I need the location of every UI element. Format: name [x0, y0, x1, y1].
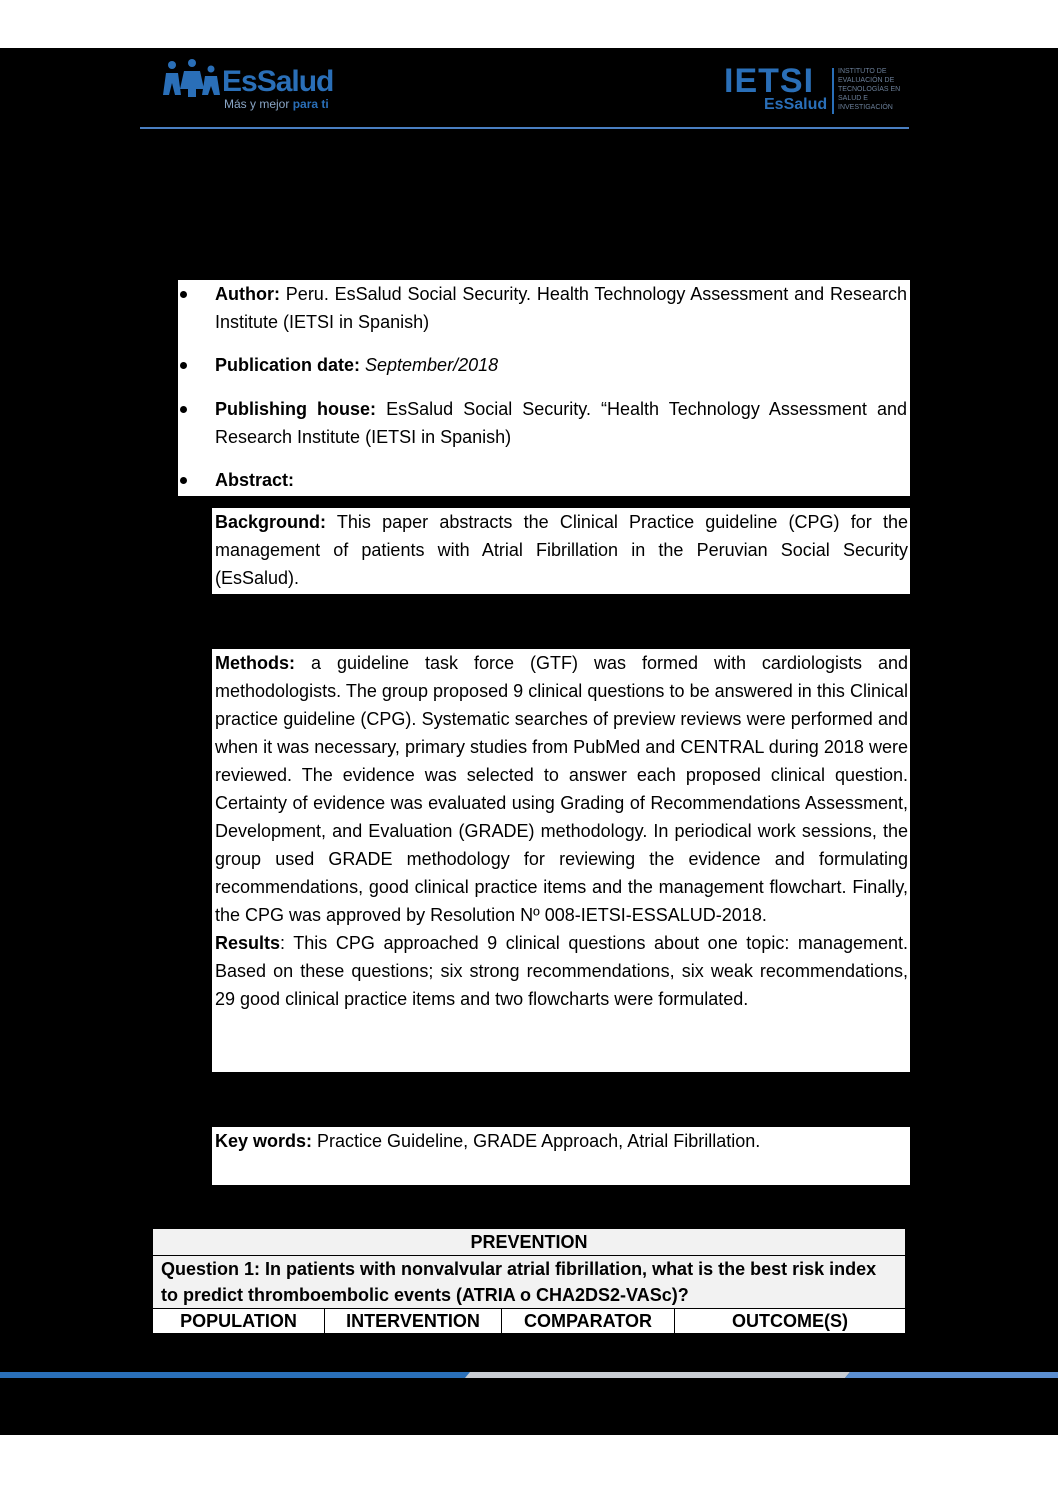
ietsi-sub-text: EsSalud: [764, 96, 828, 113]
essalud-logo: [160, 57, 340, 115]
table-row: [153, 1256, 906, 1309]
keywords-section: [212, 1127, 910, 1185]
background-section: [212, 508, 910, 594]
publishing-house-value: EsSalud Social Security. “Health Technology Assessment and Research Institute (IETSI in Spanish): [215, 399, 907, 447]
table-header-row: [153, 1309, 906, 1334]
section-heading: PREVENTION: [153, 1229, 906, 1256]
author-label: Author:: [215, 284, 280, 304]
bullet-icon: [180, 291, 187, 298]
keywords-text: Practice Guideline, GRADE Approach, Atrial Fibrillation.: [312, 1131, 761, 1151]
column-header-comparator: COMPARATOR: [502, 1309, 675, 1334]
metadata-list: [178, 280, 910, 496]
results-label: Results: [215, 933, 281, 953]
bullet-icon: [180, 362, 187, 369]
ietsi-acronym: IETSI: [724, 62, 815, 100]
ietsi-logo: [724, 64, 914, 120]
publication-date-value: September/2018: [360, 355, 499, 375]
methods-results-section: [212, 649, 910, 1072]
column-header-population: POPULATION: [153, 1309, 325, 1334]
publication-date-label: Publication date:: [215, 355, 361, 375]
column-header-intervention: INTERVENTION: [325, 1309, 502, 1334]
logo-divider: [832, 68, 834, 114]
publishing-house-label: Publishing house:: [215, 399, 377, 419]
footer-stripe: [0, 1372, 1058, 1378]
family-icon: [162, 59, 222, 99]
bullet-icon: [180, 477, 187, 484]
results-text: : This CPG approached 9 clinical questions about one topic: management. Based on these questions; six strong recommendations, six weak recommendations, 29 good clinical practice items and two flowcharts were formulated.: [215, 933, 908, 1009]
bullet-icon: [180, 406, 187, 413]
author-value: Peru. EsSalud Social Security. Health Technology Assessment and Research Institute (IETSI in Spanish): [215, 284, 907, 332]
background-label: Background:: [215, 512, 327, 532]
table-row: [153, 1229, 906, 1256]
abstract-label: Abstract:: [215, 470, 295, 490]
header-rule: [140, 127, 909, 129]
institute-name: INSTITUTO DE EVALUACIÓN DE TECNOLOGÍAS EN SALUD E INVESTIGACIÓN: [838, 68, 901, 111]
column-header-outcomes: OUTCOME(S): [675, 1309, 906, 1334]
background-text: This paper abstracts the Clinical Practice guideline (CPG) for the management of patients with Atrial Fibrillation in the Peruvian Social Security (EsSalud).: [215, 512, 908, 588]
question-cell: Question 1: In patients with nonvalvular atrial fibrillation, what is the best risk index to predict thromboembolic events (ATRIA o CHA2DS2-VASc)?: [153, 1256, 906, 1309]
essalud-tagline: Más y mejor para ti: [224, 97, 329, 111]
keywords-label: Key words:: [215, 1131, 313, 1151]
essalud-brand-text: EsSalud: [222, 65, 334, 98]
pico-table: [152, 1228, 906, 1334]
methods-text: a guideline task force (GTF) was formed with cardiologists and methodologists. The group proposed 9 clinical questions to be answered in this Clinical practice guideline (CPG). Systematic searches of preview reviews were performed and when it was necessary, primary studies from PubMed and CENTRAL during 2018 were reviewed. The evidence was selected to answer each proposed clinical question. Certainty of evidence was evaluated using Grading of Recommendations Assessment, Development, and Evaluation (GRADE) methodology. In periodical work sessions, the group used GRADE methodology for reviewing the evidence and formulating recommendations, good clinical practice items and the management flowchart. Finally, the CPG was approved by Resolution Nº 008-IETSI-ESSALUD-2018.: [215, 653, 908, 925]
methods-label: Methods:: [215, 653, 295, 673]
